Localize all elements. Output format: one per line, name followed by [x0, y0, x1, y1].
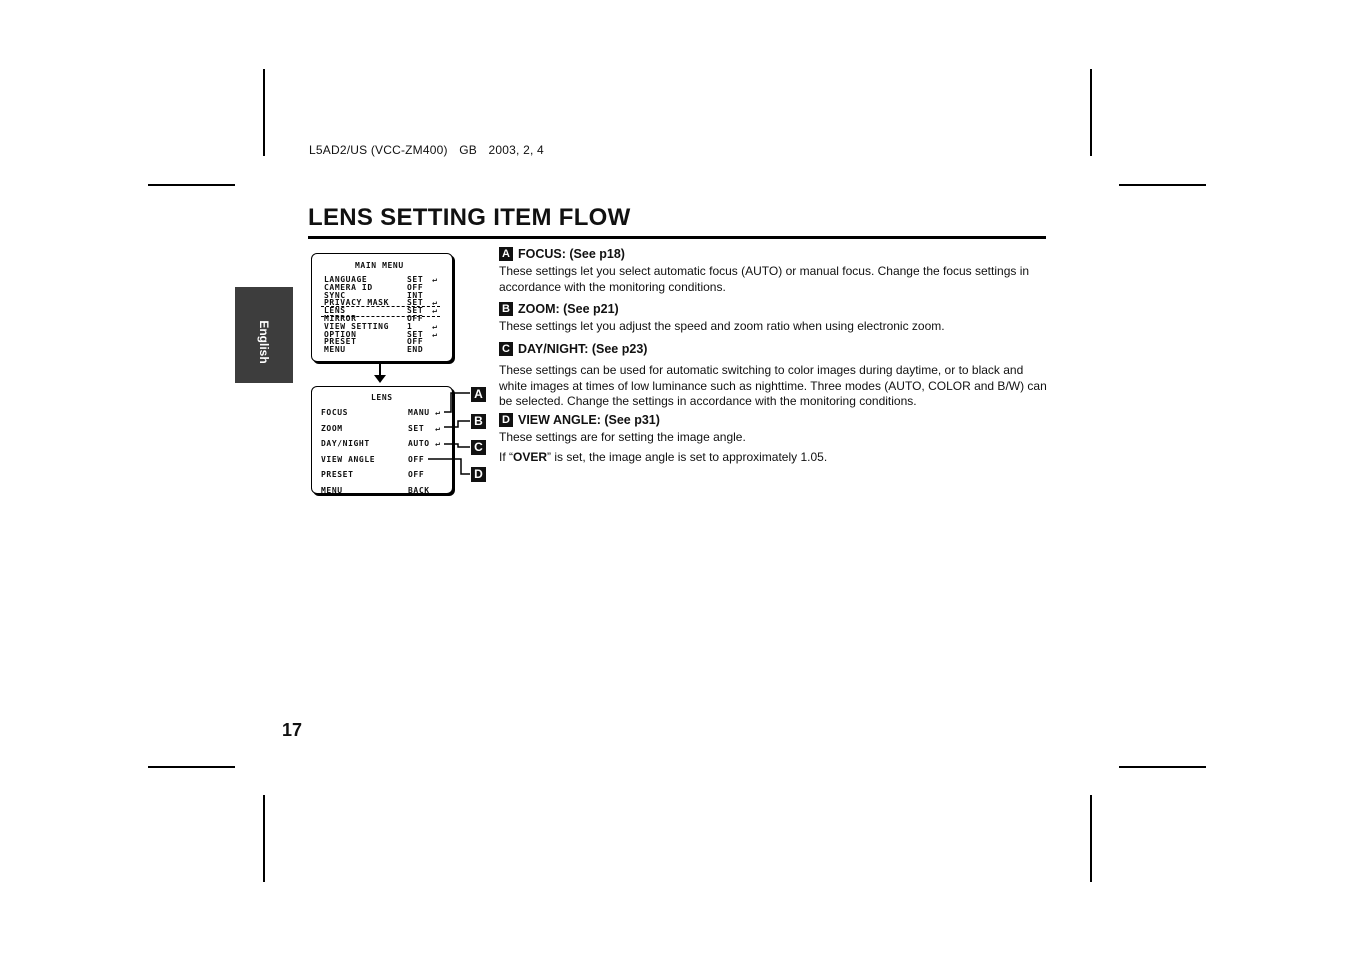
main-menu-row-value: END [407, 345, 424, 355]
lens-menu-row-label: VIEW ANGLE [321, 454, 376, 464]
main-menu-row-value: OFF [407, 314, 424, 323]
doc-date: 2003, 2, 4 [488, 143, 544, 157]
lens-menu-row-value: AUTO [408, 439, 430, 448]
main-menu-row-value: SET [407, 298, 424, 308]
lens-menu-row-value: SET [408, 423, 425, 433]
section-day-night-body: These settings can be used for automatic switching to color images during daytime, or to black and white images at times of low luminance such as nighttime. Three modes (AUTO, COLOR and B/W) can be selected. Change the settings in accordance with the monitoring conditions. [499, 363, 1047, 408]
main-menu-row-enter-icon: ↵ [432, 306, 438, 316]
lens-menu-title: LENS [371, 393, 393, 402]
section-zoom [499, 302, 1047, 335]
callout-b: B [471, 414, 486, 429]
lens-menu-row-value: BACK [408, 485, 430, 495]
main-menu-row-value: OFF [407, 337, 424, 347]
lens-menu-row-value: MANU [408, 408, 430, 417]
main-menu-row-value: SET [407, 329, 424, 339]
section-view-angle-body: These settings are for setting the image angle. [499, 430, 746, 444]
main-menu-row-value: INT [407, 290, 424, 300]
section-view-angle-badge: D [499, 413, 513, 427]
crop-mark-top-right-vertical [1090, 69, 1092, 156]
language-tab-label: English [257, 320, 271, 364]
lens-menu-row-value: OFF [408, 454, 425, 464]
note-bold: OVER [513, 449, 548, 464]
crop-mark-bottom-left-vertical [263, 795, 265, 882]
main-menu-row-label: MENU [324, 345, 346, 355]
crop-mark-top-right-horizontal [1119, 184, 1206, 186]
crop-mark-bottom-left-horizontal [148, 766, 235, 768]
page-title: LENS SETTING ITEM FLOW [308, 204, 631, 231]
lens-menu-row-enter-icon: ↵ [435, 439, 441, 448]
callout-connectors [425, 385, 475, 485]
crop-mark-bottom-right-horizontal [1119, 766, 1206, 768]
callout-c: C [471, 440, 486, 455]
note-prefix: If “ [499, 449, 513, 464]
main-menu-row-label: PRESET [324, 337, 357, 347]
lens-row-highlight [321, 306, 440, 317]
main-menu-row-value: OFF [407, 282, 424, 292]
section-day-night-title: DAY/NIGHT: (See p23) [518, 342, 648, 356]
main-menu-row-label: LANGUAGE [324, 275, 368, 284]
lens-menu-row-label: ZOOM [321, 423, 343, 433]
lens-menu-row-label: PRESET [321, 470, 354, 479]
lens-menu-row-label: DAY/NIGHT [321, 439, 370, 448]
lens-menu-row-enter-icon: ↵ [435, 423, 441, 433]
section-zoom-heading [499, 302, 1047, 316]
section-focus-badge: A [499, 247, 513, 261]
document-header [309, 143, 552, 157]
main-menu-row-value: 1 [407, 321, 413, 331]
main-menu-row-label: LENS [324, 306, 346, 316]
section-view-angle-title: VIEW ANGLE: (See p31) [518, 413, 660, 427]
callout-a: A [471, 387, 486, 402]
crop-mark-bottom-right-vertical [1090, 795, 1092, 882]
lang-code: GB [459, 143, 477, 157]
main-menu-title: MAIN MENU [355, 261, 404, 270]
section-focus [499, 247, 1047, 295]
doc-code: L5AD2/US (VCC-ZM400) [309, 143, 448, 157]
main-menu-row-label: VIEW SETTING [324, 321, 389, 331]
crop-mark-top-left-vertical [263, 69, 265, 156]
main-menu-row-label: OPTION [324, 329, 357, 339]
lens-menu-row-label: MENU [321, 485, 343, 495]
flow-arrow-down-icon [372, 364, 388, 384]
language-tab [235, 287, 293, 383]
main-menu-row-label: SYNC [324, 290, 346, 300]
lens-menu-row-label: FOCUS [321, 408, 349, 417]
section-focus-title: FOCUS: (See p18) [518, 247, 625, 261]
title-rule [308, 236, 1046, 239]
lens-menu-row-enter-icon: ↵ [435, 408, 441, 417]
callout-d: D [471, 467, 486, 482]
section-focus-body: These settings let you select automatic focus (AUTO) or manual focus. Change the focus settings in accordance with the monitoring conditions. [499, 264, 1030, 294]
section-zoom-badge: B [499, 302, 513, 316]
lens-menu-row-value: OFF [408, 470, 425, 479]
section-day-night [499, 342, 1047, 410]
main-menu-row-label: PRIVACY MASK [324, 298, 389, 308]
main-menu-row-enter-icon: ↵ [432, 298, 438, 308]
section-focus-heading [499, 247, 1047, 261]
main-menu-row-value: SET [407, 306, 424, 316]
section-view-angle [499, 413, 1047, 465]
main-menu-row-enter-icon: ↵ [432, 329, 438, 339]
main-menu-row-label: CAMERA ID [324, 282, 373, 292]
main-menu-row-value: SET [407, 275, 424, 284]
section-zoom-title: ZOOM: (See p21) [518, 302, 619, 316]
section-view-angle-heading [499, 413, 1047, 427]
page-number: 17 [282, 720, 303, 740]
main-menu-row-enter-icon: ↵ [432, 275, 438, 284]
note-suffix: ” is set, the image angle is set to approximately 1.05. [547, 449, 828, 464]
main-menu-row-label: MIRROR [324, 314, 357, 323]
section-view-angle-note [499, 450, 1047, 466]
main-menu-row-enter-icon: ↵ [432, 321, 438, 331]
section-day-night-heading [499, 342, 1047, 356]
section-day-night-badge: C [499, 342, 513, 356]
crop-mark-top-left-horizontal [148, 184, 235, 186]
section-zoom-body: These settings let you adjust the speed and zoom ratio when using electronic zoom. [499, 319, 945, 333]
